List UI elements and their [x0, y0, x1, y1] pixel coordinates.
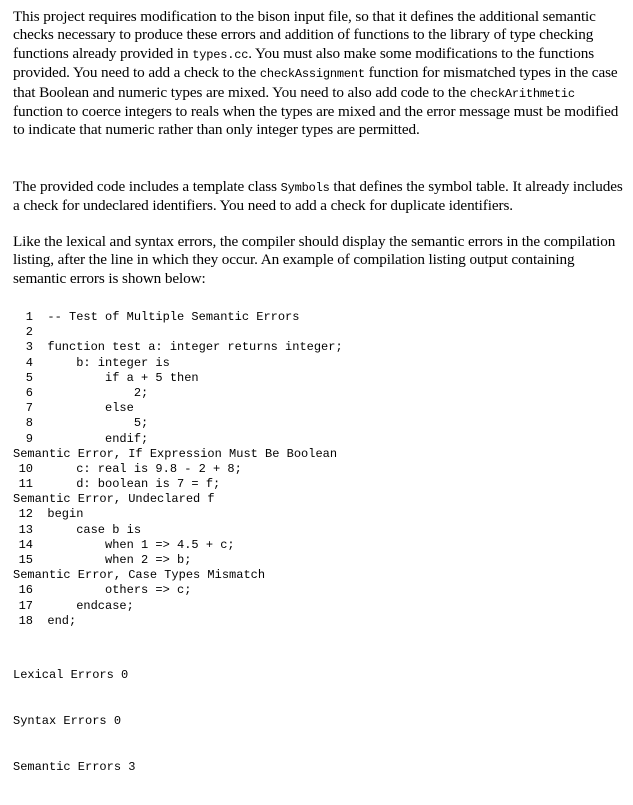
line-code: begin: [33, 507, 84, 522]
compilation-listing: [13, 310, 628, 629]
paragraph-text: function for mismatched types in the case that Boolean and numeric types are mixed. You need to also add code to the: [13, 64, 618, 101]
paragraph-text: This project requires modification to the bison input file, so that it defines the additional semantic checks necessary to produce these errors and addition of functions to the library of type checking functions already provided in: [13, 8, 596, 62]
semantic-error-line: Semantic Error, Case Types Mismatch: [13, 568, 266, 583]
listing-line: [13, 462, 628, 477]
listing-line: [13, 325, 628, 340]
line-number: 16: [18, 583, 33, 598]
semantic-error-line: Semantic Error, If Expression Must Be Boolean: [13, 446, 338, 461]
lexical-errors-count: Lexical Errors 0: [13, 668, 129, 683]
semantic-errors-count: Semantic Errors 3: [13, 759, 136, 774]
line-number: 1: [25, 310, 33, 324]
line-code: 2;: [33, 385, 149, 400]
line-code: case b is: [33, 522, 142, 537]
listing-line: [13, 599, 628, 614]
line-number: 12: [18, 507, 33, 522]
line-number: 8: [25, 416, 33, 431]
line-code: c: real is 9.8 - 2 + 8;: [33, 461, 242, 476]
listing-line: [13, 386, 628, 401]
semantic-error-line: Semantic Error, Undeclared f: [13, 492, 215, 507]
listing-line: [13, 614, 628, 629]
line-number: 3: [25, 340, 33, 355]
syntax-errors-count: Syntax Errors 0: [13, 714, 122, 729]
line-number: 4: [25, 355, 33, 370]
line-code: endif;: [33, 431, 149, 446]
line-number: 5: [25, 370, 33, 385]
line-number: 11: [18, 477, 33, 492]
paragraph-text: The provided code includes a template class: [13, 178, 281, 195]
line-code: if a + 5 then: [33, 370, 199, 385]
error-summary: [13, 638, 135, 805]
listing-line: [13, 538, 628, 553]
line-number: 13: [18, 522, 33, 537]
line-number: 9: [25, 431, 33, 446]
line-code: when 1 => 4.5 + c;: [33, 537, 235, 552]
inline-code: checkArithmetic: [469, 86, 575, 101]
listing-line: [13, 371, 628, 386]
line-number: 17: [18, 598, 33, 613]
listing-line: [13, 356, 628, 371]
line-number: 14: [18, 537, 33, 552]
listing-line: [13, 340, 628, 355]
line-number: 18: [18, 613, 33, 628]
listing-line: [13, 583, 628, 598]
listing-line: [13, 477, 628, 492]
paragraph-text: Like the lexical and syntax errors, the compiler should display the semantic errors in the compilation listing, after the line in which they occur. An example of compilation listing output containing semantic errors is shown below:: [13, 233, 616, 287]
inline-code: checkAssignment: [259, 67, 365, 82]
line-code: d: boolean is 7 = f;: [33, 477, 221, 492]
line-code: b: integer is: [33, 355, 170, 370]
paragraph-requirements: [13, 8, 628, 140]
line-code: end;: [33, 613, 77, 628]
listing-line: [13, 507, 628, 522]
line-code: endcase;: [33, 598, 134, 613]
paragraph-text: . You must also make some modifications to the functions provided. You need to add a check to the: [13, 44, 595, 82]
line-code: function test a: integer returns integer;: [33, 340, 343, 355]
line-code: -- Test of Multiple Semantic Errors: [33, 310, 300, 324]
listing-line: [13, 553, 628, 568]
listing-line: [13, 416, 628, 431]
line-number: 15: [18, 553, 33, 567]
line-code: when 2 => b;: [33, 553, 192, 567]
listing-line: [13, 432, 628, 447]
listing-line: [13, 401, 628, 416]
line-code: others => c;: [33, 583, 192, 598]
paragraph-text: that defines the symbol table. It already includes a check for undeclared identifiers. You need to add a check for duplicate identifiers.: [13, 178, 623, 215]
line-code: 5;: [33, 416, 149, 431]
paragraph-text: function to coerce integers to reals when the types are mixed and the error message must be modified to indicate that numeric rather than only integer types are permitted.: [13, 103, 619, 139]
inline-code: types.cc: [192, 47, 249, 62]
line-number: 10: [18, 461, 33, 476]
line-number: 2: [25, 325, 33, 340]
paragraph-listing-intro: [13, 233, 628, 288]
paragraph-symbol-table: [13, 178, 628, 216]
line-number: 6: [25, 385, 33, 400]
line-code: [33, 325, 47, 339]
line-number: 7: [25, 401, 33, 416]
line-code: else: [33, 401, 134, 416]
inline-code: Symbols: [280, 181, 330, 195]
listing-line: [13, 310, 628, 325]
listing-line: [13, 523, 628, 538]
